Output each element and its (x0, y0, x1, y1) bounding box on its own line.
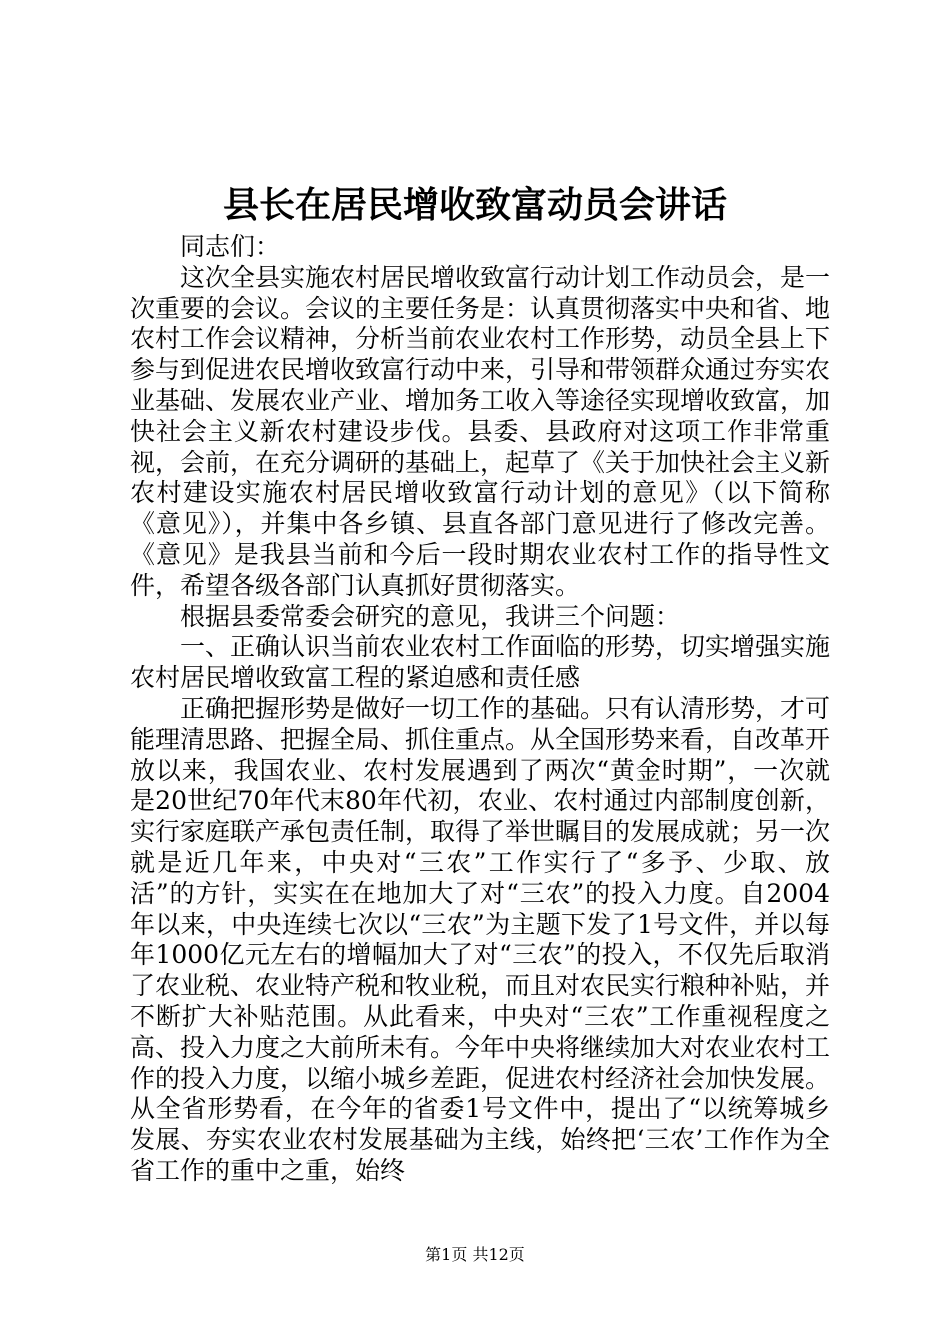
outline-paragraph: 根据县委常委会研究的意见，我讲三个问题： (180, 601, 681, 631)
page-number-footer: 第1页 共12页 (425, 1245, 525, 1264)
document-body (130, 232, 830, 1187)
salutation-paragraph: 同志们： (180, 232, 281, 261)
intro-paragraph: 这次全县实施农村居民增收致富行动计划工作动员会，是一次重要的会议。会议的主要任务是：认真贯彻落实中央和省、地农村工作会议精神，分析当前农业农村工作形势，动员全县上下参与到促进农民增收致富行动中来，引导和带领群众通过夯实农业基础、发展农业产业、增加务工收入等途径实现增收致富，加快社会主义新农村建设步伐。县委、县政府对这项工作非常重视，会前，在充分调研的基础上，起草了《关于加快社会主义新农村建设实施农村居民增收致富行动计划的意见》（以下简称《意见》），并集中各乡镇、县直各部门意见进行了修改完善。《意见》是我县当前和今后一段时期农业农村工作的指导性文件，希望各级各部门认真抓好贯彻落实。 (130, 262, 831, 600)
document-title: 县长在居民增收致富动员会讲话 (222, 184, 727, 226)
section-heading: 一、正确认识当前农业农村工作面临的形势，切实增强实施农村居民增收致富工程的紧迫感和责任感 (130, 632, 831, 693)
body-paragraph: 正确把握形势是做好一切工作的基础。只有认清形势，才可能理清思路、把握全局、抓住重点。从全国形势来看，自改革开放以来，我国农业、农村发展遇到了两次“黄金时期”，一次就是20世纪70年代末80年代初，农业、农村通过内部制度创新，实行家庭联产承包责任制，取得了举世瞩目的发展成就；另一次就是近几年来，中央对“三农”工作实行了“多予、少取、放活”的方针，实实在在地加大了对“三农”的投入力度。自2004年以来，中央连续七次以“三农”为主题下发了1号文件，并以每年1000亿元左右的增幅加大了对“三农”的投入，不仅先后取消了农业税、农业特产税和牧业税，而且对农民实行粮种补贴，并不断扩大补贴范围。从此看来，中央对“三农”工作重视程度之高、投入力度之大前所未有。今年中央将继续加大对农业农村工作的投入力度，以缩小城乡差距，促进农村经济社会加快发展。从全省形势看，在今年的省委1号文件中，提出了“以统筹城乡发展、夯实农业农村发展基础为主线，始终把‘三农’工作作为全省工作的重中之重，始终 (130, 693, 831, 1185)
